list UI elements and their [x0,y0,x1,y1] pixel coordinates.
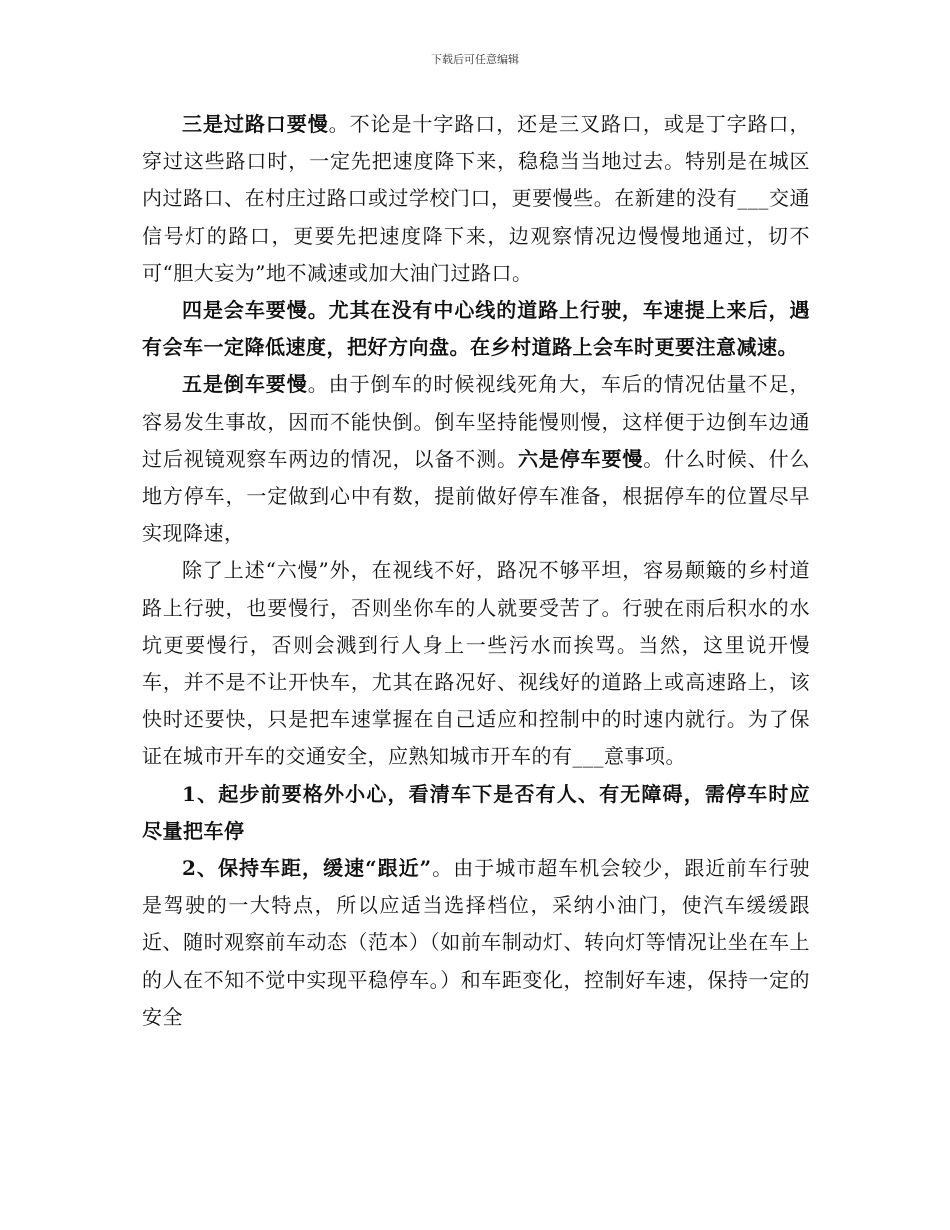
paragraph-text-parking: 。什么时候、什么地方停车，一定做到心中有数，提前做好停车准备，根据停车的位置尽早实现降速， [142,446,811,546]
paragraph-text: 除了上述“六慢”外，在视线不好，路况不够平坦，容易颠簸的乡村道路上行驶，也要慢行，否则坐你车的人就要受苦了。行驶在雨后积水的水坑更要慢行，否则会溅到行人身上一些污水而挨骂。当然，这里说开慢车，并不是不让开快车，尤其在路况好、视线好的道路上或高速路上，该快时还要快，只是把车速掌握在自己适应和控制中的时速内就行。为了保证在城市开车的交通安全，应熟知城市开车的有___意事项。 [142,558,810,769]
paragraph-meeting-slow [142,292,810,366]
paragraph-reversing-slow [142,366,810,552]
paragraph-heading: 2、保持车距，缓速“跟近” [182,856,432,881]
paragraph-item-2 [142,850,810,1036]
paragraph-heading-parking: 六是停车要慢 [517,446,644,471]
paragraph-heading: 1、起步前要格外小心，看清车下是否有人、有无障碍，需停车时应尽量把车停 [142,781,810,843]
paragraph-summary [142,552,810,775]
paragraph-item-1 [142,776,810,850]
paragraph-heading: 四是会车要慢。尤其在没有中心线的道路上行驶，车速提上来后，遇有会车一定降低速度，把好方向盘。在乡村道路上会车时更要注意减速。 [142,298,810,360]
paragraph-heading: 三是过路口要慢 [182,112,329,136]
paragraph-text: 。由于倒车的时候视线死角大，车后的情况估量不足，容易发生事故，因而不能快倒。倒车坚持能慢则慢，这样便于边倒车边通过后视镜观察车两边的情况，以备不测。 [142,372,811,471]
page-header: 下载后可任意编辑 [431,53,519,66]
paragraph-heading: 五是倒车要慢 [182,372,308,397]
paragraph-text: 。不论是十字路口，还是三叉路口，或是丁字路口，穿过这些路口时，一定先把速度降下来，稳稳当当地过去。特别是在城区内过路口、在村庄过路口或过学校门口，更要慢些。在新建的没有___交通信号灯的路口，更要先把速度降下来，边观察情况边慢慢地通过，切不可“胆大妄为”地不减速或加大油门过路口。 [142,112,811,285]
paragraph-text: 。由于城市超车机会较少，跟近前车行驶是驾驶的一大特点，所以应适当选择档位，采纳小油门，使汽车缓缓跟近、随时观察前车动态（范本）（如前车制动灯、转向灯等情况让坐在车上的人在不知不觉中实现平稳停车。）和车距变化，控制好车速，保持一定的安全 [142,856,810,1029]
paragraph-crossing-slow [142,106,810,292]
document-body [142,106,810,1036]
